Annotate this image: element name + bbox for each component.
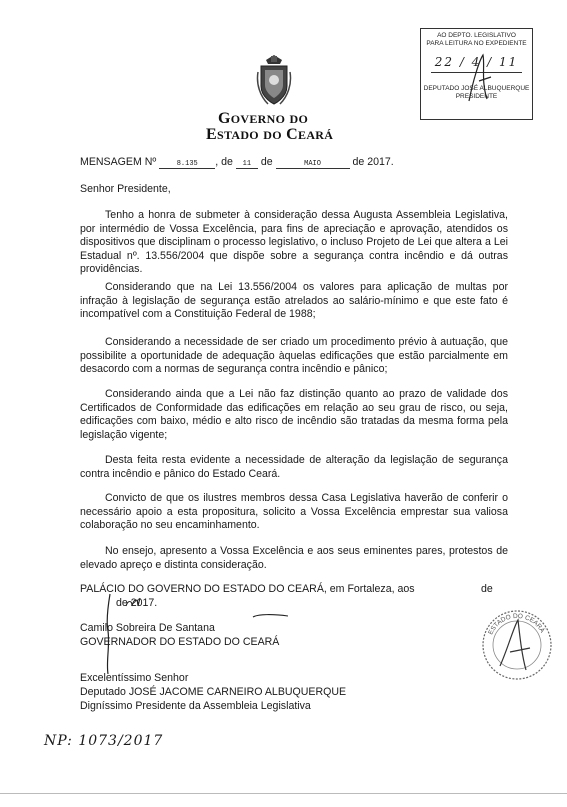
paragraph-2: Considerando que na Lei 13.556/2004 os valores para aplicação de multas por infração à legislação de segurança estão atrelados ao salário-mínimo e que este fato é incompatível com a Constituição Federal de 1988; xyxy=(80,281,508,321)
paragraph-4: Considerando ainda que a Lei não faz distinção quanto ao prazo de validade dos Certificados de Conformidade das edificações em relação ao seu grau de risco, ou seja, edificações com baixo, médio e alto risco de incêndio são tratadas da mesma forma pela legislação vigente; xyxy=(80,388,508,441)
header-estado: ESTADO DO CEARÁ xyxy=(206,126,334,143)
seal-text: ESTADO DO CEARÁ xyxy=(487,612,546,636)
salutation: Senhor Presidente, xyxy=(80,183,171,195)
paragraph-5: Desta feita resta evidente a necessidade de alteração da legislação de segurança contra incêndio e pânico do Estado Ceará. xyxy=(80,454,508,480)
bottom-divider xyxy=(0,793,567,794)
signer-name: Camilo Sobreira De Santana xyxy=(80,622,215,634)
message-label: MENSAGEM Nº xyxy=(80,156,157,168)
year-line: de 2017. xyxy=(116,597,158,609)
message-day: 11 xyxy=(242,160,252,168)
recipient-line-2: Deputado JOSÉ JACOME CARNEIRO ALBUQUERQUE xyxy=(80,686,347,698)
message-number: 8.135 xyxy=(176,160,198,168)
paragraph-3: Considerando a necessidade de ser criado um procedimento prévio à autuação, que possibilite a oportunidade de adequação àquelas edificações que estão parcialmente em desacordo com a normas de segurança contra incêndio e pânico; xyxy=(80,336,508,376)
paragraph-6: Convicto de que os ilustres membros dessa Casa Legislativa haverão de conferir o necessário apoio a esta propositura, solicito a Vossa Excelência emprestar sua valiosa colaboração no seu encaminhamento. xyxy=(80,492,508,532)
legislative-stamp xyxy=(420,28,533,120)
stamp-line-2: PARA LEITURA NO EXPEDIENTE xyxy=(426,40,527,47)
stamp-line-3: DEPUTADO JOSÉ ALBUQUERQUE xyxy=(423,85,530,92)
stamp-line-4: PRESIDENTE xyxy=(455,93,498,100)
message-month: MAIO xyxy=(304,160,321,168)
stamp-date: 22 / 4 / 11 xyxy=(434,55,519,69)
stamp-signature xyxy=(461,51,501,106)
state-crest-icon xyxy=(256,54,292,108)
official-seal-icon xyxy=(480,608,554,682)
header-governo: GOVERNO DO xyxy=(218,110,309,127)
stamp-line-1: AO DEPTO. LEGISLATIVO xyxy=(437,32,516,39)
paragraph-1: Tenho a honra de submeter à consideração dessa Augusta Assembleia Legislativa, por intermédio de Vossa Excelência, para fins de apreciação e aprovação, atendidos os dispositivos que disciplinam o processo legislativo, o incluso Projeto de Lei que altera a Lei Estadual nº. 13.556/2004 que dispõe sobre a segurança contra incêndio e dá outras providências. xyxy=(80,209,508,276)
recipient-line-3: Digníssimo Presidente da Assembleia Legislativa xyxy=(80,700,311,712)
paragraph-7: No ensejo, apresento a Vossa Excelência e aos seus eminentes pares, protestos de elevado apreço e distinta consideração. xyxy=(80,545,508,571)
palace-de: de xyxy=(481,583,493,595)
recipient-line-1: Excelentíssimo Senhor xyxy=(80,672,189,684)
palace-line: PALÁCIO DO GOVERNO DO ESTADO DO CEARÁ, em Fortaleza, aos xyxy=(80,583,415,595)
signer-title: GOVERNADOR DO ESTADO DO CEARÁ xyxy=(80,636,280,648)
message-number-line: MENSAGEM Nº 8.135 , de 11 de MAIO de 2017. xyxy=(80,156,394,168)
protocol-note: NP: 1073/2017 xyxy=(44,733,164,749)
